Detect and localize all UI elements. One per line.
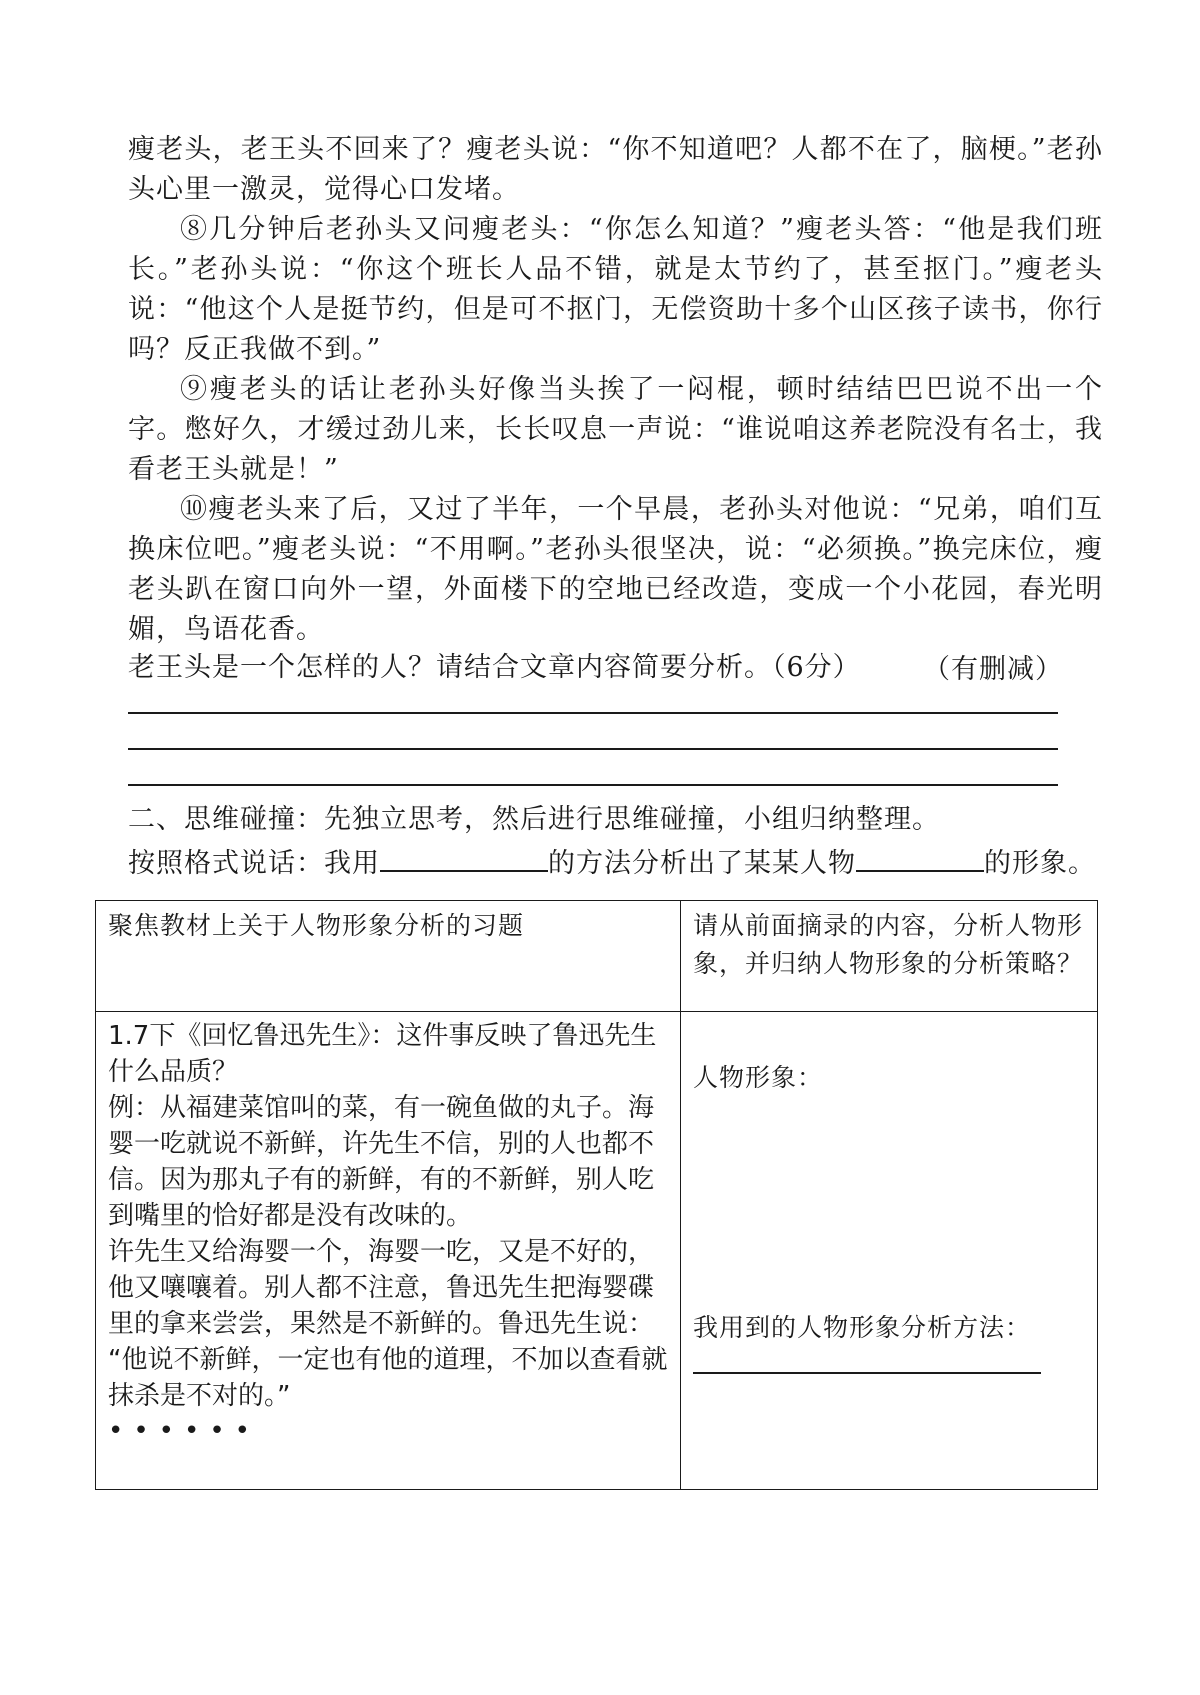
- passage-paragraph: ⑧几分钟后老孙头又问瘦老头：“你怎么知道？”瘦老头答：“他是我们班长。”老孙头说：“你这个班长人品不错，就是太节约了，甚至抠门。”瘦老头说：“他这个人是挺节约，但是可不抠门，无偿资助十多个山区孩子读书，你行吗？反正我做不到。”: [128, 214, 1103, 365]
- table-body-row: [96, 1012, 1098, 1490]
- format-middle: 的方法分析出了某某人物: [548, 848, 856, 879]
- section-two: [128, 800, 1118, 884]
- analysis-answer-cell[interactable]: [681, 1012, 1098, 1490]
- textbook-exercise: [96, 1012, 681, 1490]
- exercise-example: 例：从福建菜馆叫的菜，有一碗鱼做的丸子。海婴一吃就说不新鲜，许先生不信，别的人也都不信。因为那丸子有的新鲜，有的不新鲜，别人吃到嘴里的恰好都是没有改味的。: [108, 1093, 655, 1231]
- header-left: 聚焦教材上关于人物形象分析的习题: [96, 901, 681, 1012]
- exercise-quote: “他说不新鲜，一定也有他的道理，不加以查看就抹杀是不对的。”: [108, 1345, 668, 1411]
- ellipsis-dots: ••••••: [108, 1416, 261, 1446]
- abridged-note: （有删减）: [923, 654, 1063, 685]
- reading-passage: [128, 130, 1103, 690]
- question-text: 老王头是一个怎样的人？请结合文章内容简要分析。（6分）: [128, 652, 861, 683]
- answer-line[interactable]: [128, 748, 1058, 750]
- character-blank[interactable]: [856, 840, 984, 872]
- section-two-title: 二、思维碰撞：先独立思考，然后进行思维碰撞，小组归纳整理。: [128, 804, 940, 835]
- exercise-example: 许先生又给海婴一个，海婴一吃，又是不好的，他又嚷嚷着。别人都不注意，鲁迅先生把海婴碟里的拿来尝尝，果然是不新鲜的。鲁迅先生说：: [108, 1237, 655, 1339]
- answer-line[interactable]: [128, 712, 1058, 714]
- method-blank[interactable]: [380, 840, 548, 872]
- passage-paragraph: ⑩瘦老头来了后，又过了半年，一个早晨，老孙头对他说：“兄弟，咱们互换床位吧。”瘦老头说：“不用啊。”老孙头很坚决，说：“必须换。”换完床位，瘦老头趴在窗口向外一望，外面楼下的空地已经改造，变成一个小花园，春光明媚，鸟语花香。: [128, 494, 1103, 645]
- passage-paragraph: 瘦老头，老王头不回来了？瘦老头说：“你不知道吧？人都不在了，脑梗。”老孙头心里一激灵，觉得心口发堵。: [128, 134, 1103, 205]
- character-image-label: 人物形象：: [693, 1063, 824, 1092]
- format-prefix: 按照格式说话：我用: [128, 848, 380, 879]
- method-answer-line[interactable]: [693, 1372, 1041, 1374]
- analysis-table: [95, 900, 1098, 1490]
- format-sentence: [128, 840, 1118, 884]
- format-suffix: 的形象。: [984, 848, 1096, 879]
- header-right: 请从前面摘录的内容，分析人物形象，并归纳人物形象的分析策略？: [681, 901, 1098, 1012]
- answer-line[interactable]: [128, 784, 1058, 786]
- exercise-question: 1.7下《回忆鲁迅先生》：这件事反映了鲁迅先生什么品质？: [108, 1021, 657, 1087]
- analysis-method-label: 我用到的人物形象分析方法：: [693, 1313, 1032, 1342]
- table-header-row: [96, 901, 1098, 1012]
- passage-paragraph: ⑨瘦老头的话让老孙头好像当头挨了一闷棍，顿时结结巴巴说不出一个字。憋好久，才缓过劲儿来，长长叹息一声说：“谁说咱这养老院没有名士，我看老王头就是！”: [128, 374, 1103, 485]
